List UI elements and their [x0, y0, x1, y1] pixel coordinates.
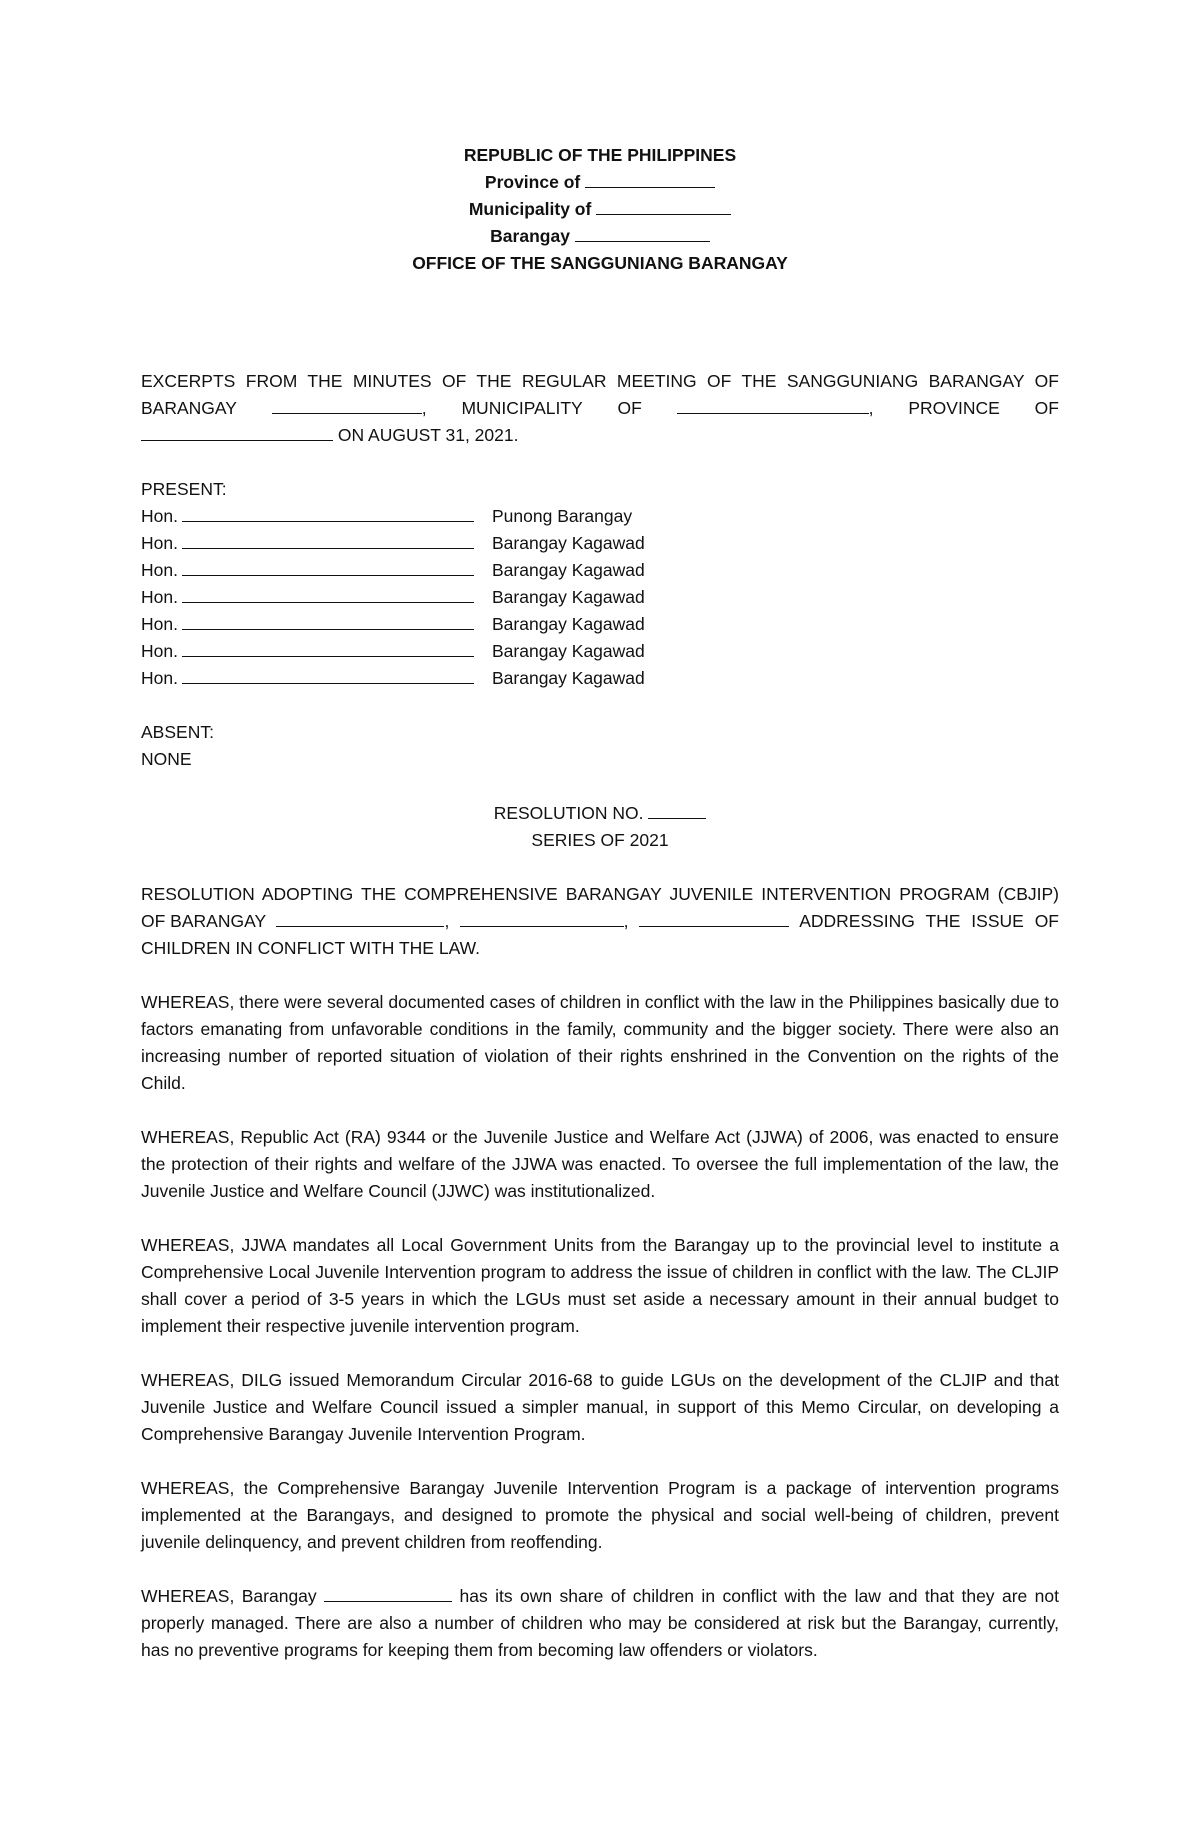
title-comma-1: , — [444, 911, 450, 931]
province-blank[interactable] — [585, 169, 715, 188]
resolution-number-line — [141, 800, 1059, 827]
province-line — [141, 169, 1059, 196]
title-blank-2[interactable] — [460, 908, 624, 927]
title-line-2 — [141, 908, 1059, 935]
roster-row — [141, 638, 1059, 665]
absent-section — [141, 719, 1059, 773]
whereas-6-prefix: WHEREAS, Barangay — [141, 1586, 317, 1606]
whereas-clause-4: WHEREAS, DILG issued Memorandum Circular 2016-68 to guide LGUs on the development of the CLJIP and that Juvenile Justice and Welfare Council issued a simpler manual, in support of this Memo Circular, on developing a Comprehensive Barangay Juvenile Intervention Program. — [141, 1370, 1059, 1444]
resolution-title — [141, 881, 1059, 962]
member-role: Punong Barangay — [492, 506, 633, 526]
member-role: Barangay Kagawad — [492, 668, 645, 688]
member-role: Barangay Kagawad — [492, 560, 645, 580]
member-role: Barangay Kagawad — [492, 533, 645, 553]
roster-row — [141, 665, 1059, 692]
title-of-barangay: OF BARANGAY — [141, 911, 267, 931]
municipality-blank[interactable] — [596, 196, 731, 215]
title-comma-2: , — [623, 911, 629, 931]
republic-line: REPUBLIC OF THE PHILIPPINES — [463, 145, 737, 165]
excerpt-barangay-blank[interactable] — [272, 395, 422, 414]
roster-row — [141, 584, 1059, 611]
title-line-1: RESOLUTION ADOPTING THE COMPREHENSIVE BARANGAY JUVENILE INTERVENTION PROGRAM (CBJIP) — [141, 884, 1059, 904]
title-addressing: ADDRESSING THE ISSUE OF — [799, 911, 1059, 931]
title-line-3: CHILDREN IN CONFLICT WITH THE LAW. — [141, 938, 481, 958]
excerpt-date: ON AUGUST 31, 2021. — [337, 425, 519, 445]
excerpt-of-1: OF — [617, 398, 642, 418]
hon-prefix: Hon. — [141, 614, 178, 634]
whereas-clause-3: WHEREAS, JJWA mandates all Local Government Units from the Barangay up to the provincial level to institute a Comprehensive Local Juvenile Intervention program to address the issue of children in conflict with the law. The CLJIP shall cover a period of 3-5 years in which the LGUs must set aside a necessary amount in their annual budget to implement their respective juvenile intervention program. — [141, 1235, 1059, 1336]
excerpt-of-2: OF — [1034, 398, 1059, 418]
letterhead — [141, 142, 1059, 277]
document-content — [141, 142, 1059, 1664]
member-name-blank[interactable] — [182, 611, 474, 630]
whereas-6-barangay-blank[interactable] — [324, 1583, 452, 1602]
member-role: Barangay Kagawad — [492, 641, 645, 661]
municipality-label: Municipality of — [468, 199, 592, 219]
roster-row — [141, 611, 1059, 638]
whereas-clause-2: WHEREAS, Republic Act (RA) 9344 or the Juvenile Justice and Welfare Act (JJWA) of 2006, was enacted to ensure the protection of their rights and welfare of the JJWA was enacted. To oversee the full implementation of the law, the Juvenile Justice and Welfare Council (JJWC) was institutionalized. — [141, 1127, 1059, 1201]
member-role: Barangay Kagawad — [492, 587, 645, 607]
hon-prefix: Hon. — [141, 560, 178, 580]
hon-prefix: Hon. — [141, 587, 178, 607]
resolution-number-label: RESOLUTION NO. — [493, 803, 644, 823]
excerpt-municipality-word: MUNICIPALITY — [461, 398, 583, 418]
excerpt-line-1: EXCERPTS FROM THE MINUTES OF THE REGULAR MEETING OF THE SANGGUNIANG BARANGAY OF — [141, 371, 1059, 391]
excerpt-comma-2: , — [868, 398, 874, 418]
member-name-blank[interactable] — [182, 503, 474, 522]
resolution-number-blank[interactable] — [648, 800, 706, 819]
present-label: PRESENT: — [141, 479, 227, 499]
absent-value: NONE — [141, 749, 192, 769]
title-blank-1[interactable] — [276, 908, 444, 927]
excerpt-municipality-blank[interactable] — [677, 395, 869, 414]
excerpt-province-word: PROVINCE — [908, 398, 1000, 418]
present-section — [141, 476, 1059, 692]
member-name-blank[interactable] — [182, 530, 474, 549]
whereas-clause-6 — [141, 1583, 1059, 1664]
excerpt-barangay-word: BARANGAY — [141, 398, 237, 418]
hon-prefix: Hon. — [141, 668, 178, 688]
hon-prefix: Hon. — [141, 533, 178, 553]
excerpt-block — [141, 368, 1059, 449]
province-label: Province of — [484, 172, 581, 192]
present-roster — [141, 503, 1059, 692]
resolution-number-block — [141, 800, 1059, 854]
barangay-line — [141, 223, 1059, 250]
barangay-blank[interactable] — [575, 223, 710, 242]
municipality-line — [141, 196, 1059, 223]
hon-prefix: Hon. — [141, 506, 178, 526]
member-name-blank[interactable] — [182, 665, 474, 684]
series-line: SERIES OF 2021 — [531, 830, 669, 850]
office-line: OFFICE OF THE SANGGUNIANG BARANGAY — [412, 253, 788, 273]
whereas-clause-5: WHEREAS, the Comprehensive Barangay Juvenile Intervention Program is a package of intervention programs implemented at the Barangays, and designed to promote the physical and social well-being of children, prevent juvenile delinquency, and prevent children from reoffending. — [141, 1478, 1059, 1552]
excerpt-comma-1: , — [421, 398, 427, 418]
roster-row — [141, 530, 1059, 557]
member-name-blank[interactable] — [182, 584, 474, 603]
title-blank-3[interactable] — [639, 908, 789, 927]
barangay-label: Barangay — [490, 226, 570, 246]
member-name-blank[interactable] — [182, 638, 474, 657]
roster-row — [141, 557, 1059, 584]
member-role: Barangay Kagawad — [492, 614, 645, 634]
roster-row — [141, 503, 1059, 530]
member-name-blank[interactable] — [182, 557, 474, 576]
excerpt-province-blank[interactable] — [141, 422, 333, 441]
hon-prefix: Hon. — [141, 641, 178, 661]
whereas-6-rest: has its own share of children in conflict with the law and that they are not properly managed. There are also a number of children who may be considered at risk but the Barangay, currently, has no preventive programs for keeping them from becoming law offenders or violators. — [141, 1586, 1059, 1660]
excerpt-line-2 — [141, 395, 1059, 422]
whereas-clause-1: WHEREAS, there were several documented cases of children in conflict with the law in the Philippines basically due to factors emanating from unfavorable conditions in the family, community and the bigger society. There were also an increasing number of reported situation of violation of their rights enshrined in the Convention on the rights of the Child. — [141, 992, 1059, 1093]
excerpt-line-3 — [141, 422, 1059, 449]
absent-label: ABSENT: — [141, 722, 214, 742]
